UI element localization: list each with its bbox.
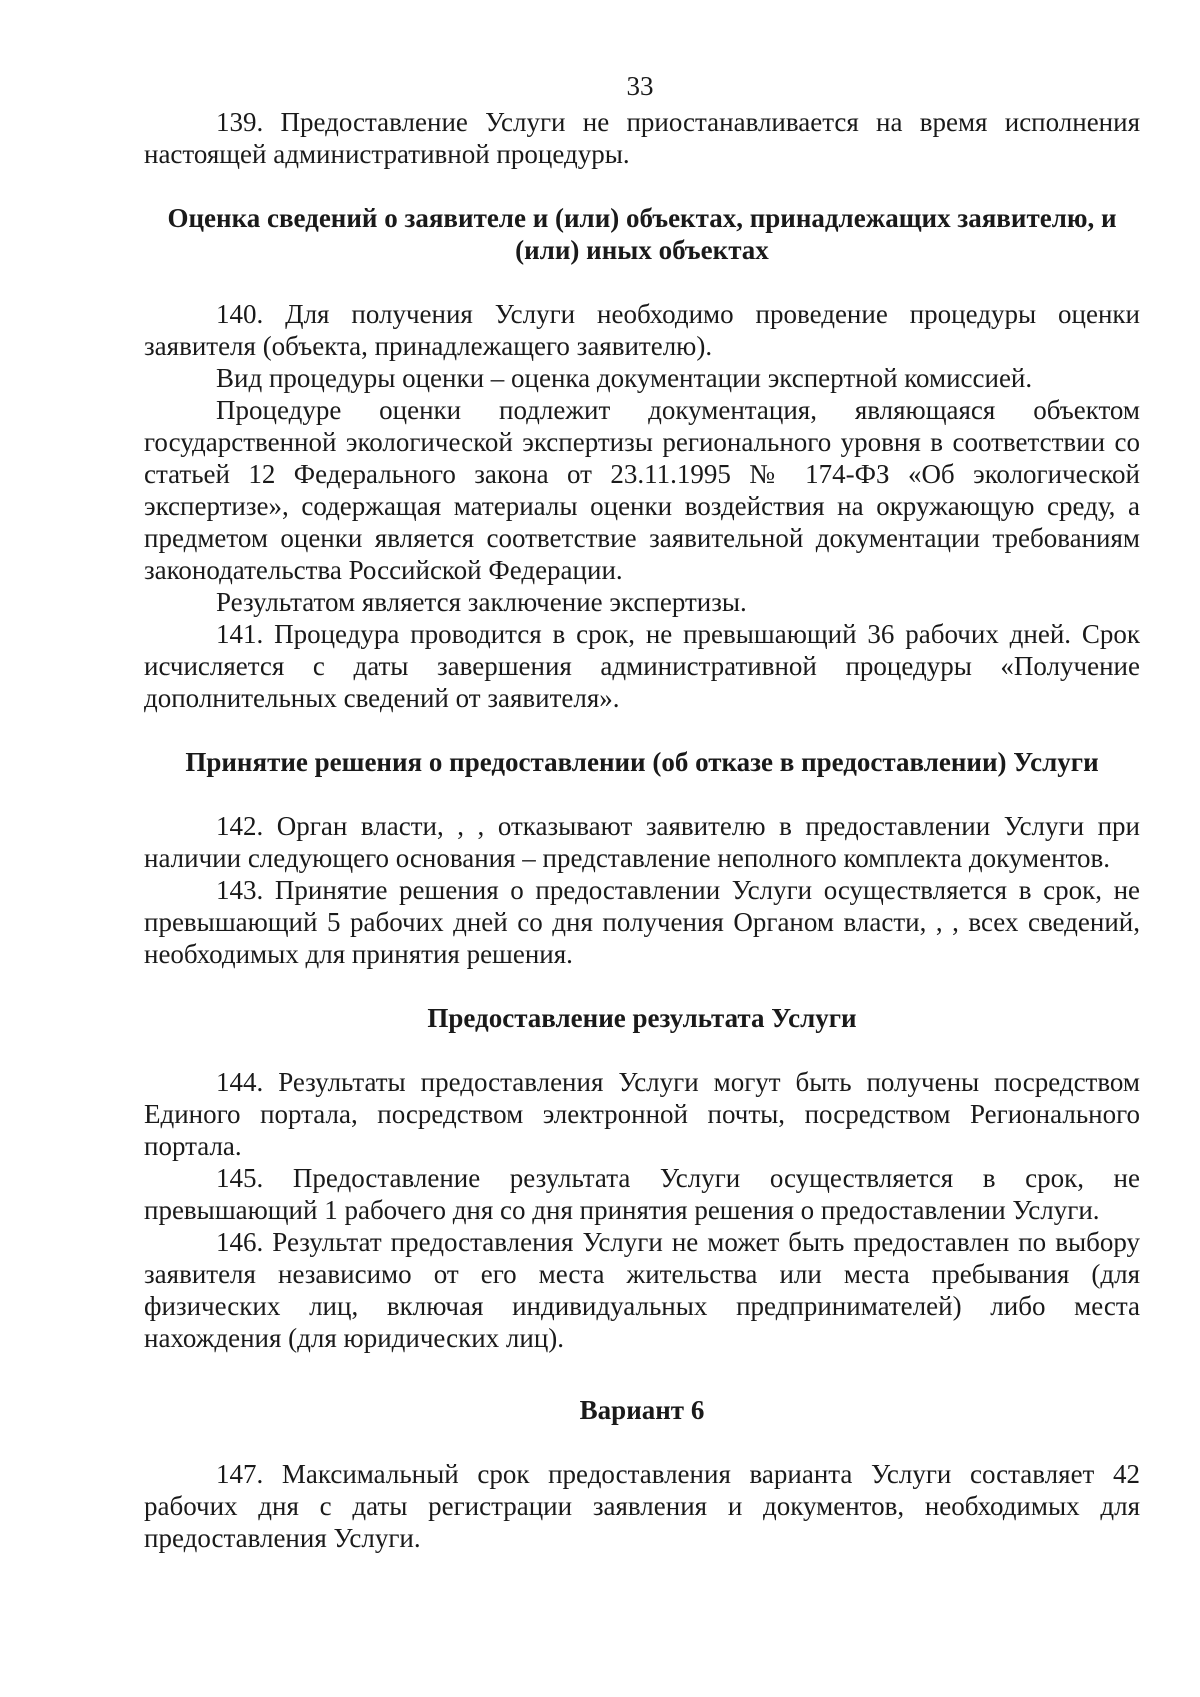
paragraph-assessment-type: Вид процедуры оценки – оценка документации экспертной комиссией. [216,363,1033,393]
paragraph-139: 139. Предоставление Услуги не приостанавливается на время исполнения настоящей административной процедуры. [144,107,1140,169]
paragraph-assessment-result: Результатом является заключение экспертизы. [216,587,747,617]
paragraph-143: 143. Принятие решения о предоставлении Услуги осуществляется в срок, не превышающий 5 рабочих дней со дня получения Органом власти, , , всех сведений, необходимых для принятия решения. [144,875,1140,969]
paragraph-145: 145. Предоставление результата Услуги осуществляется в срок, не превышающий 1 рабочего дня со дня принятия решения о предоставлении Услуги. [144,1163,1140,1225]
paragraph-142: 142. Орган власти, , , отказывают заявителю в предоставлении Услуги при наличии следующего основания – представление неполного комплекта документов. [144,811,1140,873]
paragraph-146: 146. Результат предоставления Услуги не может быть предоставлен по выбору заявителя независимо от его места жительства или места пребывания (для физических лиц, включая индивидуальных предпринимателей) либо места нахождения (для юридических лиц). [144,1227,1140,1353]
section-heading-assessment: Оценка сведений о заявителе и (или) объектах, принадлежащих заявителю, и (или) иных объектах [167,203,1117,265]
paragraph-141: 141. Процедура проводится в срок, не превышающий 36 рабочих дней. Срок исчисляется с даты завершения административной процедуры «Получение дополнительных сведений от заявителя». [144,619,1140,713]
paragraph-140: 140. Для получения Услуги необходимо проведение процедуры оценки заявителя (объекта, принадлежащего заявителю). [144,299,1140,361]
section-heading-decision: Принятие решения о предоставлении (об отказе в предоставлении) Услуги [185,747,1099,777]
page-number: 33 [626,71,654,101]
paragraph-144: 144. Результаты предоставления Услуги могут быть получены посредством Единого портала, посредством электронной почты, посредством Регионального портала. [144,1067,1140,1161]
section-heading-variant-6: Вариант 6 [579,1395,705,1425]
paragraph-147: 147. Максимальный срок предоставления варианта Услуги составляет 42 рабочих дня с даты регистрации заявления и документов, необходимых для предоставления Услуги. [144,1459,1140,1553]
document-body [144,106,1140,1554]
paragraph-assessment-subject: Процедуре оценки подлежит документация, являющаяся объектом государственной экологической экспертизы регионального уровня в соответствии со статьей 12 Федерального закона от 23.11.1995 № 174-ФЗ «Об экологической экспертизе», содержащая материалы оценки воздействия на окружающую среду, а предметом оценки является соответствие заявительной документации требованиям законодательства Российской Федерации. [144,395,1140,585]
section-heading-result: Предоставление результата Услуги [427,1003,857,1033]
